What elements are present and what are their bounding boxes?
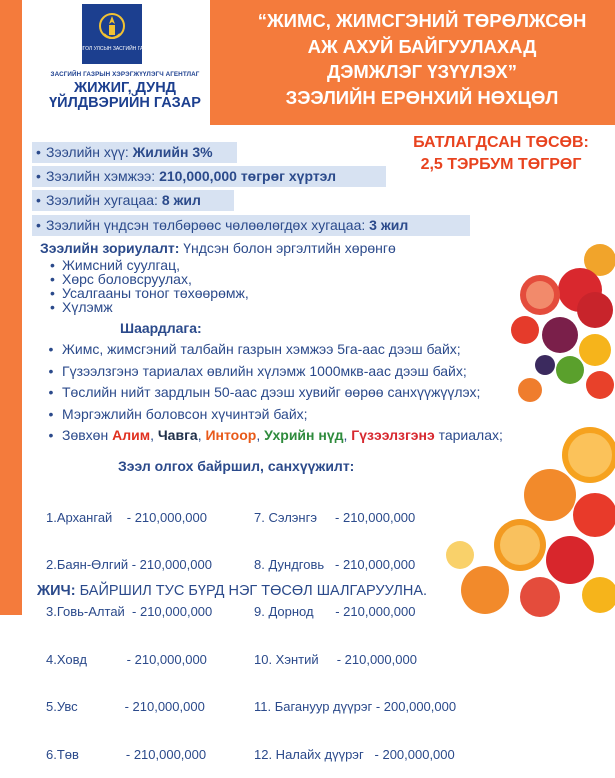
location-row: 1.Архангай - 210,000,000 [46, 509, 207, 525]
list-item: • Гүзээлзгэнэ тариалах өвлийн хүлэмж 1000мкв-аас дээш байх; [40, 361, 503, 383]
agency-name-line2: ҮЙЛДВЭРИЙН ГАЗАР [49, 95, 201, 111]
location-row: 3.Говь-Алтай - 210,000,000 [46, 604, 213, 620]
crop-strawberry: Гүзээлзгэнэ [351, 427, 435, 443]
term-label: Зээлийн хэмжээ: [46, 168, 160, 184]
location-row: 2.Баян-Өлгий - 210,000,000 [46, 556, 212, 572]
location-row: 5.Увс - 210,000,000 [46, 699, 205, 715]
locations-title: Зээл олгох байршил, санхүүжилт: [118, 458, 355, 474]
location-row: 9. Дорнод - 210,000,000 [254, 604, 416, 620]
locations-left-column [46, 478, 212, 778]
term-value: 3 жил [369, 217, 409, 233]
term-label: Зээлийн хүү: [46, 144, 133, 160]
term-value: 210,000,000 төгрөг хүртэл [159, 168, 336, 184]
requirements-title: Шаардлага: [120, 320, 202, 336]
crop-apple: Алим [112, 427, 151, 443]
budget-value: 2,5 ТЭРБУМ ТӨГРӨГ [420, 156, 582, 173]
location-row: 10. Хэнтий - 210,000,000 [254, 651, 417, 667]
location-row: 6.Төв - 210,000,000 [46, 746, 207, 762]
budget-label: БАТЛАГДСАН ТӨСӨВ: [413, 134, 589, 151]
crops-prefix: Зөвхөн [62, 427, 113, 443]
government-emblem-logo [70, 4, 154, 64]
list-item: • Усалгааны тоног төхөөрөмж, [50, 286, 249, 300]
term-value: Жилийн 3% [132, 144, 213, 160]
crop-cherry: Интоор [205, 427, 257, 443]
crop-currant: Ухрийн нүд [264, 427, 344, 443]
term-label: Зээлийн үндсэн төлбөрөөс чөлөөлөгдөх хугацаа: [46, 217, 370, 233]
loan-purpose [40, 240, 396, 256]
term-value: 8 жил [161, 192, 201, 208]
title-line2: АЖ АХУЙ БАЙГУУЛАХАД [307, 35, 537, 57]
purpose-label: Зээлийн зориулалт: [40, 240, 180, 256]
purpose-list [50, 258, 249, 314]
title-line3: ДЭМЖЛЭГ ҮЗҮҮЛЭХ” [327, 61, 517, 82]
agency-name-line1: ЖИЖИГ, ДУНД [73, 80, 177, 96]
list-item: • Хөрс боловсруулах, [50, 272, 249, 286]
list-item: • Мэргэжлийн боловсон хүчинтэй байх; [40, 404, 503, 426]
emblem-caption: МОНГОЛ УЛСЫН ЗАСГИЙН ГАЗАР [70, 46, 154, 52]
note-text: БАЙРШИЛ ТУС БҮРД НЭГ ТӨСӨЛ ШАЛГАРУУЛНА. [75, 583, 428, 599]
title-line1: “ЖИМС, ЖИМСГЭНИЙ ТӨРӨЛЖСӨН [257, 10, 587, 31]
page-title [232, 8, 612, 110]
list-item: • Хүлэмж [50, 300, 249, 314]
purpose-text: Үндсэн болон эргэлтийн хөрөнгө [179, 240, 396, 256]
term-label: Зээлийн хугацаа: [46, 192, 162, 208]
list-item: • Жимсний суулгац, [50, 258, 249, 272]
left-orange-stripe [0, 0, 22, 615]
crop-plum: Чавга [157, 427, 198, 443]
list-item: • Жимс, жимсгэний талбайн газрын хэмжээ 5га-аас дээш байх; [40, 339, 503, 361]
location-row: 12. Налайх дүүрэг - 200,000,000 [254, 746, 455, 762]
note-label: ЖИЧ: [37, 583, 76, 599]
term-loan-duration: • Зээлийн хугацаа: 8 жил [32, 190, 234, 211]
crops-suffix: тариалах; [434, 427, 503, 443]
requirements-list [40, 339, 503, 447]
location-row: 7. Сэлэнгэ - 210,000,000 [254, 509, 416, 525]
locations-right-column [254, 478, 456, 778]
location-row: 11. Багануур дүүрэг - 200,000,000 [254, 699, 457, 715]
title-line4: ЗЭЭЛИЙН ЕРӨНХИЙ НӨХЦӨЛ [285, 86, 559, 108]
location-row: 8. Дундговь - 210,000,000 [254, 556, 416, 572]
term-grace-period: • Зээлийн үндсэн төлбөрөөс чөлөөлөгдөх хугацаа: 3 жил [32, 215, 470, 236]
agency-name [36, 81, 214, 111]
term-interest-rate: • Зээлийн хүү: Жилийн 3% [32, 142, 237, 163]
location-row: 4.Ховд - 210,000,000 [46, 651, 207, 667]
approved-budget [392, 132, 610, 176]
fruit-cluster-top-illustration [500, 240, 615, 410]
footnote [37, 583, 427, 599]
fruit-cluster-bottom-illustration [440, 425, 615, 615]
term-loan-amount: • Зээлийн хэмжээ: 210,000,000 төгрөг хүртэл [32, 166, 386, 187]
crops-list-item: • Зөвхөн Алим, Чавга, Интоор, Ухрийн нүд, Гүзээлзгэнэ тариалах; [40, 425, 503, 447]
list-item: • Төслийн нийт зардлын 50-аас дээш хувийг өөрөө санхүүжүүлэх; [40, 382, 503, 404]
agency-subtitle: ЗАСГИЙН ГАЗРЫН ХЭРЭГЖҮҮЛЭГЧ АГЕНТЛАГ [50, 71, 200, 78]
